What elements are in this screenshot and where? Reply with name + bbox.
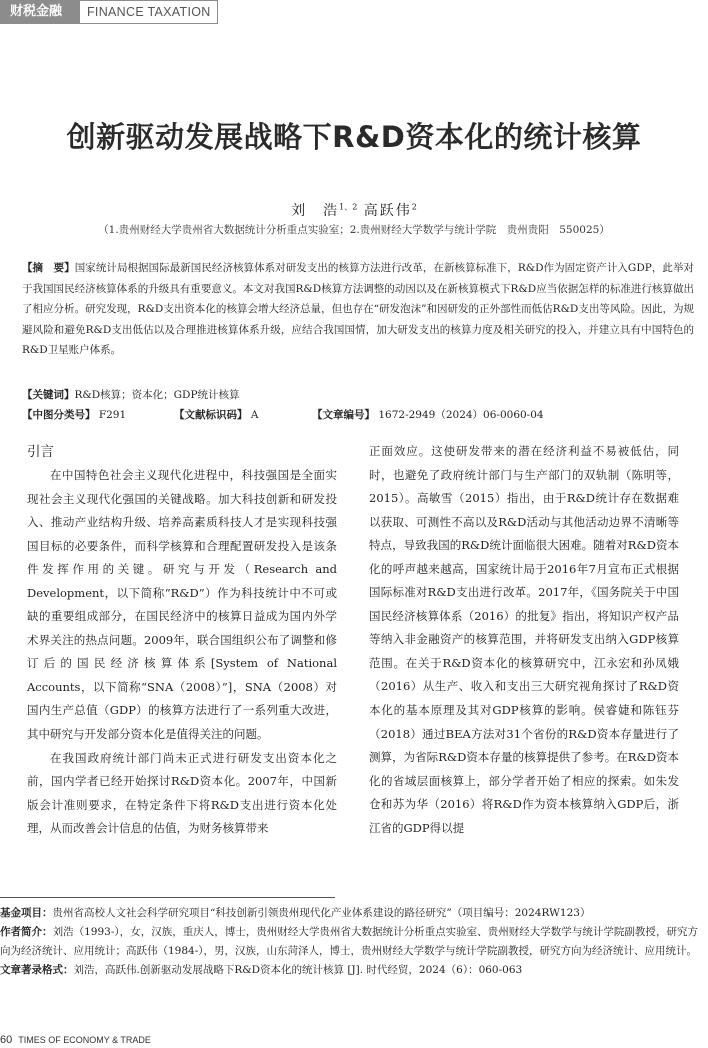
abstract bbox=[22, 258, 694, 361]
fund-note bbox=[0, 904, 698, 923]
paragraph: 正面效应。这使研发带来的潜在经济利益不易被低估，同时，也避免了政府统计部门与生产部门的双轨制（陈明等，2015）。高敏雪（2015）指出，由于R&D统计存在数据难以获取、可测性不高以及R&D活动与其他活动边界不清晰等特点，导致我国的R&D统计面临很大困难。随着对R&D资本化的呼声越来越高，国家统计局于2016年7月宣布正式根据国际标准对R&D支出进行改革。2017年，《国务院关于中国国民经济核算体系（2016）的批复》指出，将知识产权产品等纳入非金融资产的核算范围，并将研发支出纳入GDP核算范围。在关于R&D资本化的核算研究中，江永宏和孙凤娥（2016）从生产、收入和支出三大研究视角探讨了R&D资本化的基本原理及其对GDP核算的影响。侯睿婕和陈钰芬（2018）通过BEA方法对31个省份的R&D资本存量进行了测算，为省际R&D资本存量的核算提供了参考。在R&D资本化的省域层面核算上，部分学者开始了相应的探索。如朱发仓和苏为华（2016）将R&D作为资本核算纳入GDP后，浙江省的GDP得以提 bbox=[369, 444, 679, 835]
doc-value: A bbox=[250, 409, 259, 421]
author-1-affil: 1、2 bbox=[339, 202, 358, 212]
page-number: 60 bbox=[0, 1034, 13, 1046]
author-1: 刘 浩 bbox=[291, 203, 340, 219]
fund-label: 基金项目： bbox=[0, 907, 53, 919]
body-column-right bbox=[369, 440, 679, 840]
author-note-text: 刘浩（1993-），女，汉族，重庆人，博士，贵州财经大学贵州省大数据统计分析重点实验室、贵州财经大学数学与统计学院副教授，研究方向为经济统计、应用统计；高跃伟（1984-），男，汉族，山东菏泽人，博士，贵州财经大学数学与统计学院副教授，研究方向为经济统计、应用统计。 bbox=[0, 926, 698, 957]
running-header bbox=[0, 0, 708, 24]
article-title: 创新驱动发展战略下R&D资本化的统计核算 bbox=[66, 120, 642, 154]
intro-heading: 引言 bbox=[27, 444, 54, 460]
author-2-affil: 2 bbox=[411, 202, 417, 212]
doc-label: 【文献标识码】 bbox=[174, 409, 248, 421]
paragraph: 在中国特色社会主义现代化进程中，科技强国是全面实现社会主义现代化强国的关键战略。加大科技创新和研发投入、推动产业结构升级、培养高素质科技人才是实现科技强国目标的必要条件，而科学核算和合理配置研发投入是该条件发挥作用的关键。研究与开发（Research and Development，以下简称“R&D”）作为科技统计中不可或缺的重要组成部分，在国民经济中的核算日益成为国内外学术界关注的热点问题。2009年，联合国组织公布了调整和修订后的国民经济核算体系[System of National Accounts，以下简称“SNA（2008）”]，SNA（2008）对国内生产总值（GDP）的核算方法进行了一系列重大改进，其中研究与开发部分资本化是值得关注的问题。 bbox=[27, 468, 337, 742]
author-line bbox=[0, 200, 708, 220]
author-note-label: 作者简介： bbox=[0, 926, 53, 938]
citation-note bbox=[0, 961, 698, 980]
footnote-divider bbox=[0, 897, 335, 898]
abstract-label: 【摘 要】 bbox=[22, 262, 75, 274]
art-label: 【文章编号】 bbox=[312, 409, 375, 421]
journal-name: TIMES OF ECONOMY & TRADE bbox=[18, 1035, 151, 1045]
affiliation: （1.贵州财经大学贵州省大数据统计分析重点实验室；2.贵州财经大学数学与统计学院 贵州贵阳 550025） bbox=[98, 224, 610, 236]
author-2: 高跃伟 bbox=[363, 203, 412, 219]
author-note bbox=[0, 923, 698, 961]
clc-value: F291 bbox=[98, 409, 127, 421]
clc-code bbox=[22, 405, 126, 425]
article-number bbox=[312, 405, 544, 425]
clc-label: 【中图分类号】 bbox=[22, 409, 96, 421]
abstract-text: 国家统计局根据国际最新国民经济核算体系对研发支出的核算方法进行改革，在新核算标准下，R&D作为固定资产计入GDP，此举对于我国国民经济核算体系的升级具有重要意义。本文对我国R&D核算方法调整的动因以及在新核算模式下R&D应当依据怎样的标准进行核算做出了相应分析。研究发现，R&D支出资本化的核算会增大经济总量，但也存在“研发泡沫”和因研发的正外部性而低估R&D支出等风险。因此，为规避风险和避免R&D支出低估以及合理推进核算体系升级，应结合我国国情，加大研发支出的核算力度及相关研究的投入，并建立具有中国特色的R&D卫星账户体系。 bbox=[22, 262, 694, 356]
citation-text: 刘浩，高跃伟.创新驱动发展战略下R&D资本化的统计核算 [J]. 时代经贸，2024（6）：060-063 bbox=[73, 964, 523, 976]
citation-label: 文章著录格式： bbox=[0, 964, 74, 976]
footnotes bbox=[0, 904, 698, 980]
art-value: 1672-2949（2024）06-0060-04 bbox=[378, 409, 544, 421]
keywords bbox=[22, 385, 240, 405]
keywords-text: R&D核算；资本化；GDP统计核算 bbox=[74, 389, 240, 401]
body-column-left bbox=[27, 440, 337, 841]
fund-text: 贵州省高校人文社会科学研究项目“科技创新引领贵州现代化产业体系建设的路径研究”（项目编号：2024RW123） bbox=[52, 907, 591, 919]
page-footer bbox=[0, 1034, 151, 1046]
section-label-en: FINANCE TAXATION bbox=[80, 0, 218, 24]
doc-code bbox=[174, 405, 258, 425]
section-label-cn: 财税金融 bbox=[0, 0, 80, 24]
paragraph: 在我国政府统计部门尚未正式进行研发支出资本化之前，国内学者已经开始探讨R&D资本化。2007年，中国新版会计准则要求，在特定条件下将R&D支出进行资本化处理，从而改善会计信息的估值，为财务核算带来 bbox=[27, 750, 337, 836]
keywords-label: 【关键词】 bbox=[22, 389, 75, 401]
